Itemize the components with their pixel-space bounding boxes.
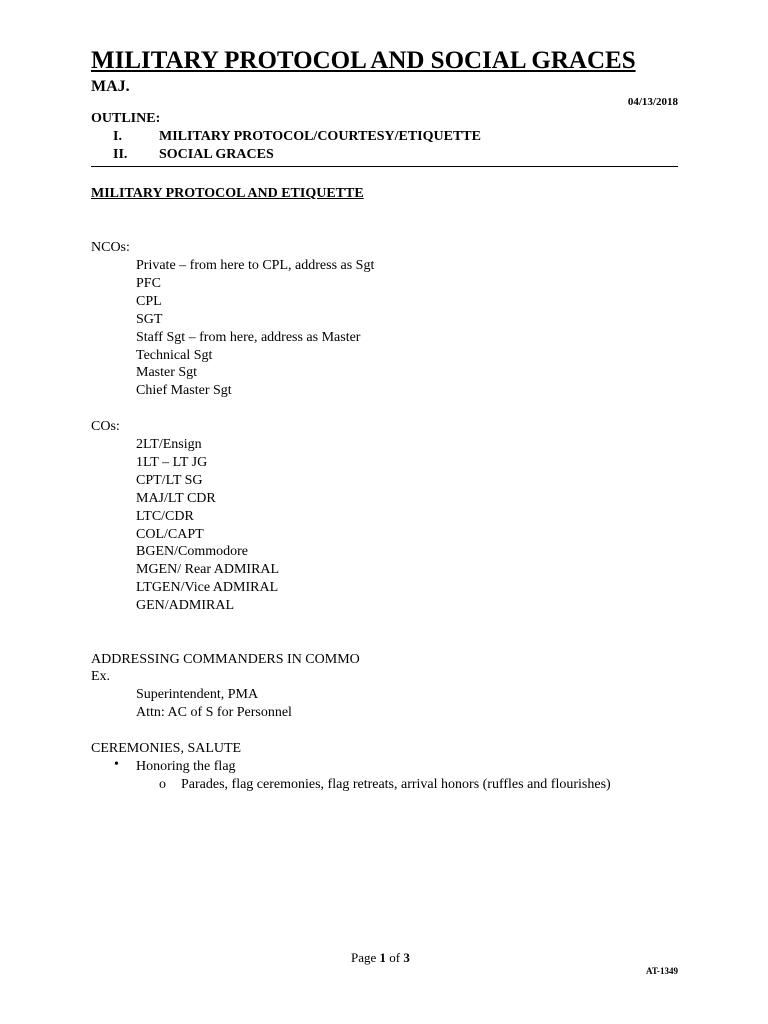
list-item: MGEN/ Rear ADMIRAL <box>136 562 280 578</box>
page-total: 3 <box>403 950 410 965</box>
list-item: PFC <box>136 275 161 291</box>
list-item: MAJ/LT CDR <box>136 490 216 506</box>
list-item: Chief Master Sgt <box>136 383 232 399</box>
document-date: 04/13/2018 <box>627 96 678 108</box>
address-line-2: Attn: AC of S for Personnel <box>136 705 292 720</box>
list-item: GEN/ADMIRAL <box>136 598 234 614</box>
list-item: 1LT – LT JG <box>136 454 208 470</box>
list-item: 2LT/Ensign <box>136 437 202 452</box>
sub-bullet-parades: Parades, flag ceremonies, flag retreats, arrival honors (ruffles and flourishes) <box>181 777 611 792</box>
cos-label: COs: <box>91 419 120 434</box>
horizontal-divider <box>91 166 678 167</box>
list-item: BGEN/Commodore <box>136 544 248 560</box>
list-item: CPT/LT SG <box>136 472 203 488</box>
list-item: COL/CAPT <box>136 526 204 542</box>
document-id: AT-1349 <box>645 966 678 976</box>
list-item: Technical Sgt <box>136 347 213 363</box>
page-prefix: Page <box>351 950 377 965</box>
ceremonies-heading: CEREMONIES, SALUTE <box>91 741 242 756</box>
outline-label: OUTLINE: <box>91 111 161 126</box>
addressing-heading: ADDRESSING COMMANDERS IN COMMO <box>91 652 360 667</box>
list-item: Staff Sgt – from here, address as Master <box>136 329 361 345</box>
outline-item-2: SOCIAL GRACES <box>159 147 274 162</box>
outline-num-1: I. <box>113 129 122 144</box>
cos-list <box>136 436 279 615</box>
list-item: SGT <box>136 311 163 327</box>
ncos-list <box>136 257 374 400</box>
example-label: Ex. <box>91 669 111 684</box>
page-current: 1 <box>379 950 387 965</box>
outline-num-2: II. <box>113 147 128 162</box>
bullet-honoring-flag: Honoring the flag <box>136 759 236 774</box>
list-item: CPL <box>136 293 162 309</box>
outline-item-1: MILITARY PROTOCOL/COURTESY/ETIQUETTE <box>159 129 481 144</box>
list-item: Private – from here to CPL, address as Sgt <box>136 258 375 273</box>
list-item: LTC/CDR <box>136 508 194 524</box>
author-name: MAJ. <box>91 78 130 95</box>
list-item: LTGEN/Vice ADMIRAL <box>136 580 279 596</box>
bullet-dot-icon: • <box>114 757 119 772</box>
page-number <box>351 950 410 966</box>
list-item: Master Sgt <box>136 365 198 381</box>
section-heading-protocol: MILITARY PROTOCOL AND ETIQUETTE <box>91 186 364 201</box>
address-line-1: Superintendent, PMA <box>136 687 259 702</box>
document-title: MILITARY PROTOCOL AND SOCIAL GRACES <box>91 47 636 74</box>
sub-bullet-marker: o <box>159 777 166 792</box>
ncos-label: NCOs: <box>91 240 130 255</box>
page-of: of <box>389 950 401 965</box>
